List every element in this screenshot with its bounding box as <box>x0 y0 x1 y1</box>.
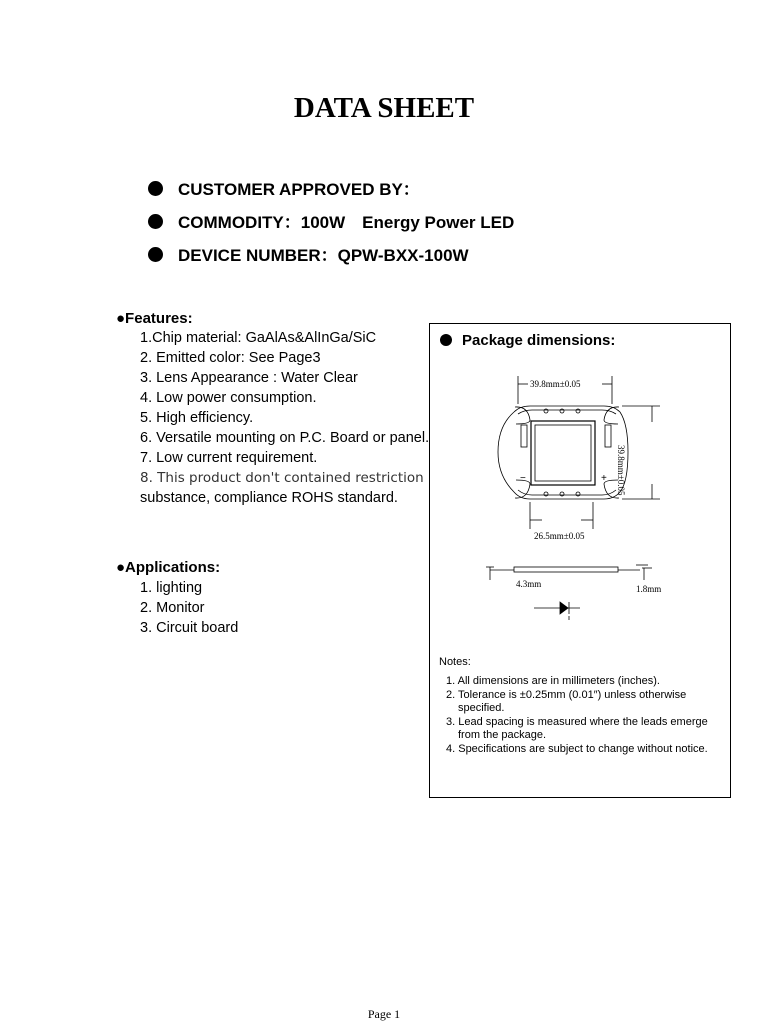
notes-list <box>446 675 708 756</box>
dimension-side-label: 4.3mm <box>516 579 542 589</box>
dimension-height-label: 39.8mm±0.05 <box>616 445 626 496</box>
device-number-label: DEVICE NUMBER：QPW-BXX-100W <box>178 246 469 265</box>
feature-item: 4. Low power consumption. <box>140 390 317 406</box>
note-item: 4. Specifications are subject to change without notice. <box>446 742 708 755</box>
led-package-drawing <box>430 324 730 644</box>
plus-terminal-label: + <box>601 473 607 484</box>
customer-approved-line <box>148 175 420 200</box>
feature-item: 8. This product don't contained restriction <box>140 470 424 486</box>
dimension-chip-label: 26.5mm±0.05 <box>534 531 585 541</box>
feature-item: substance, compliance ROHS standard. <box>140 490 398 506</box>
package-dimensions-box <box>429 323 731 798</box>
feature-item: 3. Lens Appearance : Water Clear <box>140 370 358 386</box>
features-title: ●Features: <box>116 310 193 327</box>
package-dimensions-label: Package dimensions: <box>462 332 616 349</box>
application-item: 3. Circuit board <box>140 620 239 636</box>
dimension-width-label: 39.8mm±0.05 <box>530 379 581 389</box>
note-item: specified. <box>458 702 505 714</box>
commodity-label: COMMODITY：100W Energy Power LED <box>178 213 515 232</box>
feature-item: 2. Emitted color: See Page3 <box>140 350 321 366</box>
minus-terminal-label: − <box>520 473 526 484</box>
feature-item: 5. High efficiency. <box>140 410 254 426</box>
application-item: 2. Monitor <box>140 600 205 616</box>
feature-item: 6. Versatile mounting on P.C. Board or panel. <box>140 430 430 446</box>
features-list <box>140 328 429 508</box>
bullet-icon <box>148 214 163 229</box>
commodity-line <box>148 208 514 233</box>
device-number-line <box>148 241 469 266</box>
note-item: 1. All dimensions are in millimeters (inches). <box>446 675 660 687</box>
document-title: DATA SHEET <box>293 92 475 124</box>
application-item: 1. lighting <box>140 580 203 596</box>
notes-title: Notes: <box>439 656 471 668</box>
note-item: from the package. <box>458 729 547 741</box>
note-item: 3. Lead spacing is measured where the leads emerge <box>446 715 708 728</box>
feature-item: 7. Low current requirement. <box>140 450 318 466</box>
feature-item: 1.Chip material: GaAlAs&AlInGa/SiC <box>140 330 377 346</box>
customer-approved-label: CUSTOMER APPROVED BY： <box>178 180 420 199</box>
dimension-thickness-label: 1.8mm <box>636 584 662 594</box>
applications-list <box>140 578 238 638</box>
page-number: Page 1 <box>367 1007 401 1021</box>
note-item: 2. Tolerance is ±0.25mm (0.01″) unless otherwise <box>446 688 687 701</box>
bullet-icon <box>148 181 163 196</box>
applications-title: ●Applications: <box>116 559 221 576</box>
bullet-icon <box>148 247 163 262</box>
